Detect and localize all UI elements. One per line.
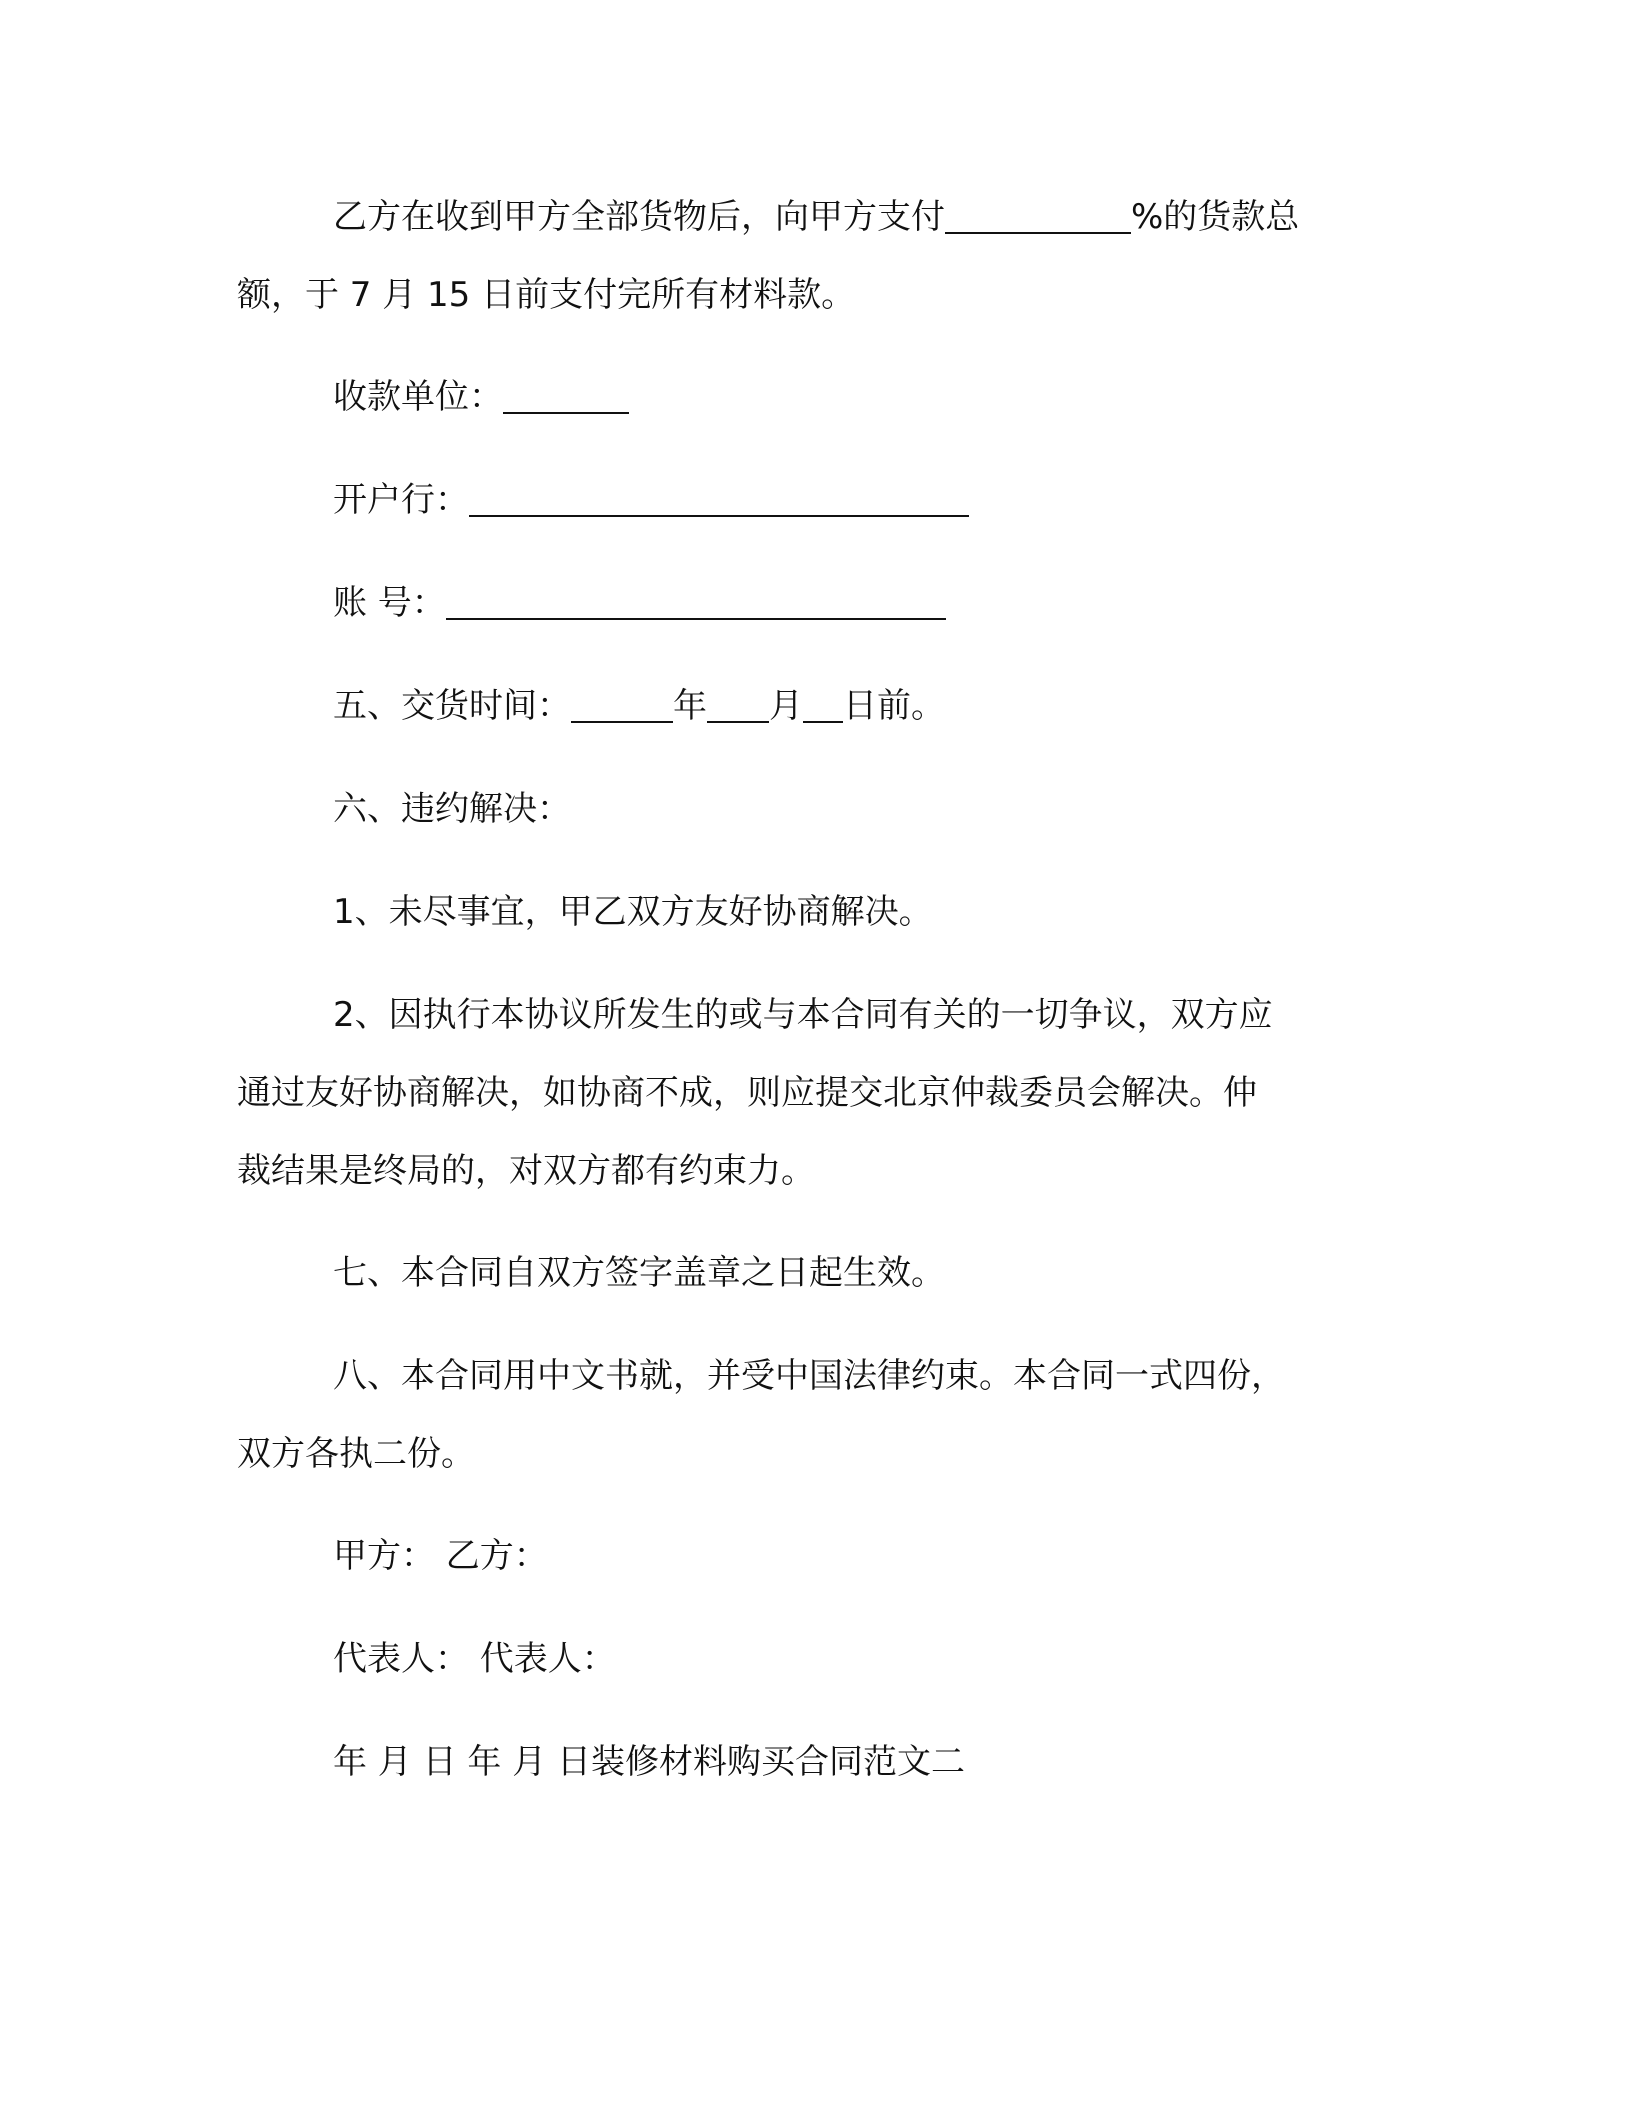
delivery-year-blank bbox=[571, 687, 673, 723]
payment-text-tail: %的货款总 bbox=[1131, 197, 1300, 237]
clause-7: 七、本合同自双方签字盖章之日起生效。 bbox=[333, 1253, 945, 1293]
delivery-year-label: 年 bbox=[673, 686, 707, 726]
bank-label: 开户行： bbox=[333, 480, 469, 520]
account-line bbox=[333, 563, 946, 643]
payment-paragraph-line1 bbox=[333, 177, 1299, 257]
clause-2-line1: 2、因执行本协议所发生的或与本合同有关的一切争议，双方应 bbox=[333, 995, 1273, 1035]
clause-1: 1、未尽事宜，甲乙双方友好协商解决。 bbox=[333, 892, 933, 932]
parties-line: 甲方： 乙方： bbox=[333, 1536, 548, 1576]
delivery-label: 五、交货时间： bbox=[333, 686, 571, 726]
payment-paragraph-line2: 额，于 7 月 15 日前支付完所有材料款。 bbox=[237, 275, 856, 315]
bank-blank bbox=[469, 481, 969, 517]
clause-8-line1: 八、本合同用中文书就，并受中国法律约束。本合同一式四份， bbox=[333, 1356, 1285, 1396]
delivery-month-label: 月 bbox=[769, 686, 803, 726]
clause-8-line2: 双方各执二份。 bbox=[237, 1434, 475, 1474]
clause-2-line3: 裁结果是终局的，对双方都有约束力。 bbox=[237, 1151, 815, 1191]
percent-blank bbox=[945, 198, 1131, 234]
breach-heading: 六、违约解决： bbox=[333, 789, 571, 829]
clause-2-line2: 通过友好协商解决，如协商不成，则应提交北京仲裁委员会解决。仲 bbox=[237, 1073, 1257, 1113]
date-title-line: 年 月 日 年 月 日装修材料购买合同范文二 bbox=[333, 1742, 966, 1782]
account-label: 账 号： bbox=[333, 583, 446, 623]
payee-line bbox=[333, 357, 629, 437]
delivery-day-label: 日前。 bbox=[843, 686, 945, 726]
bank-line bbox=[333, 460, 969, 540]
delivery-day-blank bbox=[803, 687, 843, 723]
delivery-time-line bbox=[333, 666, 945, 746]
account-blank bbox=[446, 584, 946, 620]
payment-text: 乙方在收到甲方全部货物后，向甲方支付 bbox=[333, 197, 945, 237]
representatives-line: 代表人： 代表人： bbox=[333, 1639, 616, 1679]
payee-label: 收款单位： bbox=[333, 377, 503, 417]
payee-blank bbox=[503, 378, 629, 414]
delivery-month-blank bbox=[707, 687, 769, 723]
